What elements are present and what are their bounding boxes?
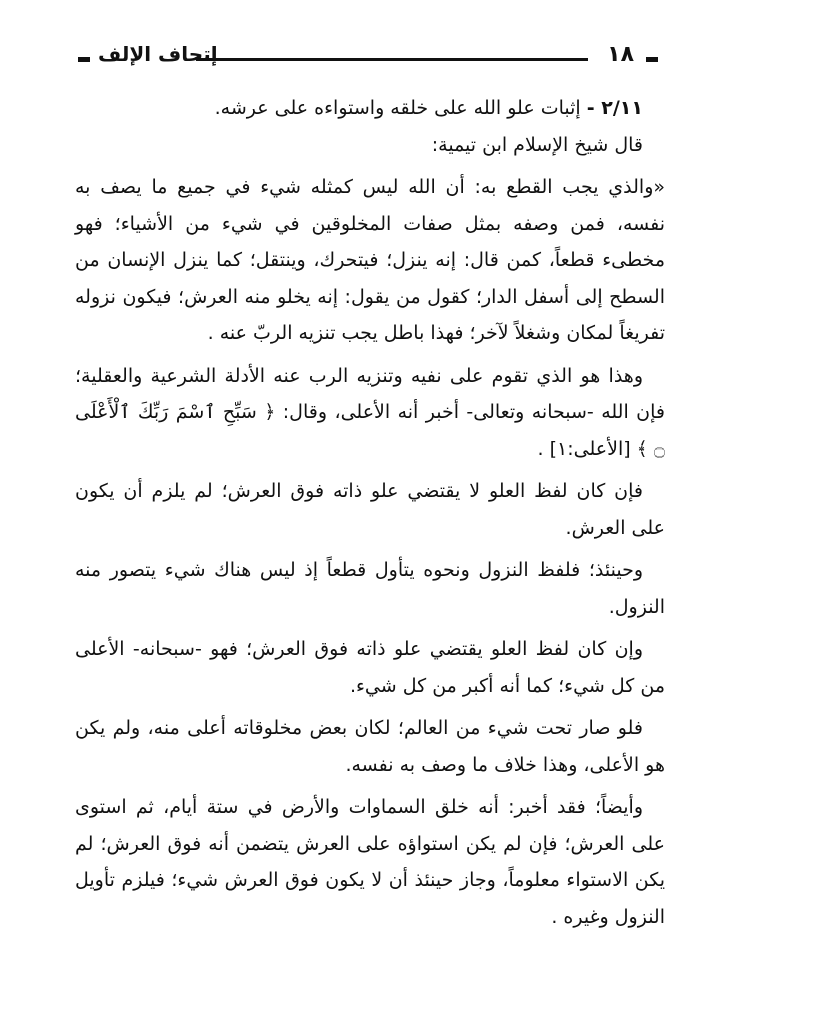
section-heading-text: إثبات علو الله على خلقه واستواءه على عرشه. — [214, 97, 581, 119]
paragraph-quote-start: «والذي يجب القطع به: أن الله ليس كمثله شيء في جميع ما يصف به نفسه، فمن وصفه بمثل صفات المخلوقين في شيء من الأشياء؛ فهو مخطىء قطعاً، كمن قال: إنه ينزل؛ فيتحرك، وينتقل؛ كما ينزل الإنسان من السطح إلى أسفل الدار؛ كقول من يقول: إنه يخلو منه العرش؛ فيكون نزوله تفريغاً لمكان وشغلاً لآخر؛ فهذا باطل يجب تنزيه الربّ عنه . — [75, 176, 665, 344]
header-dash-right — [646, 57, 658, 62]
paragraph-if-not-above: فإن كان لفظ العلو لا يقتضي علو ذاته فوق العرش؛ لم يلزم أن يكون على العرش. — [75, 480, 665, 539]
paragraph-istiwa: وأيضاً؛ فقد أخبر: أنه خلق السماوات والأرض في ستة أيام، ثم استوى على العرش؛ فإن لم يكن استواؤه على العرش يتضمن أنه فوق العرش؛ لم يكن الاستواء معلوماً، وجاز حينئذ أن لا يكون فوق العرش شيء؛ فيلزم تأويل النزول وغيره . — [75, 796, 665, 928]
paragraph-under-something: فلو صار تحت شيء من العالم؛ لكان بعض مخلوقاته أعلى منه، ولم يكن هو الأعلى، وهذا خلاف ما وصف به نفسه. — [75, 717, 665, 776]
running-header — [78, 40, 658, 76]
paragraph-evidence: وهذا هو الذي تقوم على نفيه وتنزيه الرب عنه الأدلة الشرعية والعقلية؛ فإن الله -سبحانه وتعالى- أخبر أنه الأعلى، وقال: ﴿ سَبِّحِ ٱسْمَ رَبِّكَ ٱلْأَعْلَى ۝ ﴾ [الأعلى:١] . — [75, 364, 665, 460]
paragraph-intro: قال شيخ الإسلام ابن تيمية: — [431, 133, 643, 156]
page-number: ١٨ — [607, 42, 634, 67]
header-dash-left — [78, 57, 90, 62]
header-rule — [196, 58, 588, 61]
paragraph-descent-interpreted: وحينئذ؛ فلفظ النزول ونحوه يتأول قطعاً إذ ليس هناك شيء يتصور منه النزول. — [75, 559, 665, 618]
section-heading — [75, 90, 665, 127]
book-title: إتحاف الإلف — [98, 42, 218, 66]
paragraph-if-above: وإن كان لفظ العلو يقتضي علو ذاته فوق العرش؛ فهو -سبحانه- الأعلى من كل شيء؛ كما أنه أكبر من كل شيء. — [75, 638, 665, 697]
section-number: ٢/١١ - — [586, 97, 643, 119]
page-body — [75, 90, 665, 935]
